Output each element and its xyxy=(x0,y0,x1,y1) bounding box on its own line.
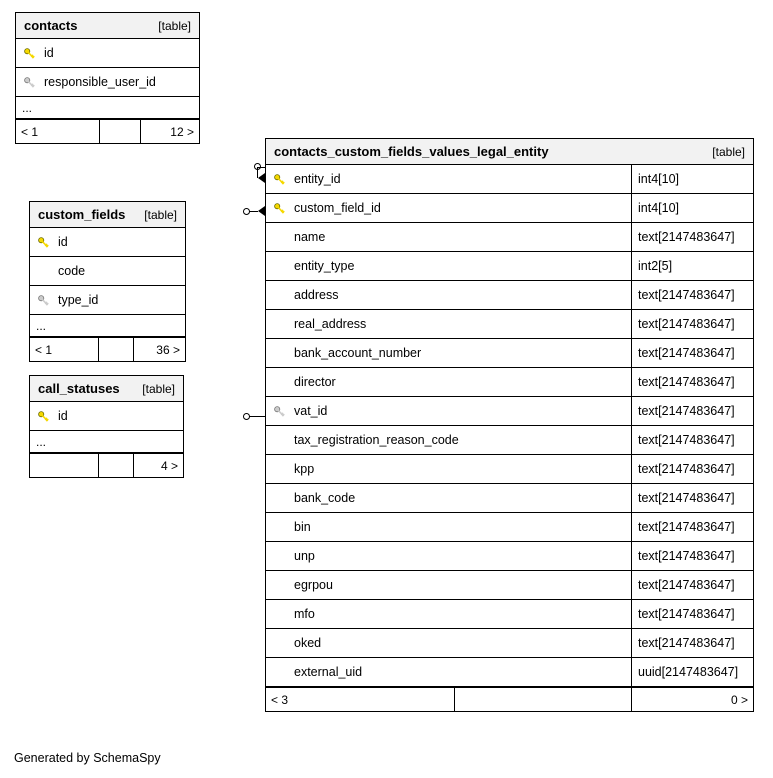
no-key-spacer xyxy=(266,310,292,338)
relationship-line xyxy=(249,416,265,417)
table-row xyxy=(266,339,753,368)
foreign-key-icon xyxy=(30,286,56,314)
column-name: responsible_user_id xyxy=(44,75,156,89)
footer-parent-count[interactable]: < 1 xyxy=(21,124,39,139)
table-header xyxy=(16,13,199,39)
table-row xyxy=(266,310,753,339)
column-type: text[2147483647] xyxy=(631,339,753,367)
no-key-spacer xyxy=(266,339,292,367)
table-row xyxy=(266,658,753,687)
truncated-rows-indicator: ... xyxy=(30,315,185,337)
generated-by-label: Generated by SchemaSpy xyxy=(14,751,161,765)
table-header xyxy=(30,376,183,402)
table-type-label: [table] xyxy=(142,381,175,396)
table-row xyxy=(266,542,753,571)
column-name: unp xyxy=(294,549,315,563)
column-type: text[2147483647] xyxy=(631,513,753,541)
column-type: text[2147483647] xyxy=(631,310,753,338)
truncated-rows-indicator: ... xyxy=(16,97,199,119)
table-row xyxy=(266,629,753,658)
table-contacts-custom-fields-values-legal-entity[interactable] xyxy=(265,138,754,712)
primary-key-icon xyxy=(30,228,56,256)
table-row xyxy=(266,571,753,600)
column-type: text[2147483647] xyxy=(631,223,753,251)
table-row xyxy=(266,165,753,194)
table-row xyxy=(266,600,753,629)
column-name: vat_id xyxy=(294,404,328,418)
column-type: text[2147483647] xyxy=(631,484,753,512)
no-key-spacer xyxy=(266,252,292,280)
table-row xyxy=(16,68,199,97)
column-name: custom_field_id xyxy=(294,201,381,215)
primary-key-icon xyxy=(266,194,292,222)
column-type: text[2147483647] xyxy=(631,426,753,454)
table-header xyxy=(266,139,753,165)
column-type: text[2147483647] xyxy=(631,600,753,628)
no-key-spacer xyxy=(266,281,292,309)
no-key-spacer xyxy=(266,426,292,454)
relationship-line xyxy=(249,211,258,212)
table-row xyxy=(266,252,753,281)
table-call-statuses[interactable] xyxy=(29,375,184,478)
column-name: director xyxy=(294,375,336,389)
no-key-spacer xyxy=(266,513,292,541)
no-key-spacer xyxy=(266,600,292,628)
table-custom-fields[interactable] xyxy=(29,201,186,362)
foreign-key-icon xyxy=(16,68,42,96)
column-type: text[2147483647] xyxy=(631,397,753,425)
table-row xyxy=(266,397,753,426)
column-type: text[2147483647] xyxy=(631,542,753,570)
footer-middle xyxy=(454,688,632,711)
table-title: call_statuses xyxy=(38,381,120,396)
column-name: id xyxy=(58,409,68,423)
column-name: bank_account_number xyxy=(294,346,422,360)
truncated-rows-indicator: ... xyxy=(30,431,183,453)
column-type: int4[10] xyxy=(631,194,753,222)
footer-child-count[interactable]: 0 > xyxy=(730,692,748,707)
relationship-arrow xyxy=(258,173,265,183)
column-name: mfo xyxy=(294,607,315,621)
table-footer xyxy=(30,337,185,361)
no-key-spacer xyxy=(266,658,292,686)
column-type: text[2147483647] xyxy=(631,281,753,309)
column-name: bin xyxy=(294,520,311,534)
table-header xyxy=(30,202,185,228)
table-row xyxy=(266,484,753,513)
table-row xyxy=(266,513,753,542)
column-name: name xyxy=(294,230,326,244)
no-key-spacer xyxy=(266,455,292,483)
table-row xyxy=(30,257,185,286)
column-type: text[2147483647] xyxy=(631,368,753,396)
table-row xyxy=(266,426,753,455)
table-footer xyxy=(30,453,183,477)
relationship-line xyxy=(257,167,265,168)
column-name: entity_id xyxy=(294,172,341,186)
column-type: text[2147483647] xyxy=(631,571,753,599)
column-name: egrpou xyxy=(294,578,333,592)
table-row xyxy=(266,223,753,252)
column-type: int4[10] xyxy=(631,165,753,193)
no-key-spacer xyxy=(30,257,56,285)
table-row xyxy=(266,455,753,484)
column-type: int2[5] xyxy=(631,252,753,280)
table-row xyxy=(16,39,199,68)
table-title: contacts xyxy=(24,18,78,33)
column-name: id xyxy=(58,235,68,249)
column-type: uuid[2147483647] xyxy=(631,658,753,686)
column-name: entity_type xyxy=(294,259,355,273)
column-name: bank_code xyxy=(294,491,356,505)
column-name: tax_registration_reason_code xyxy=(294,433,459,447)
column-name: oked xyxy=(294,636,322,650)
table-title: custom_fields xyxy=(38,207,126,222)
table-row xyxy=(30,228,185,257)
column-type: text[2147483647] xyxy=(631,629,753,657)
primary-key-icon xyxy=(266,165,292,193)
table-footer xyxy=(16,119,199,143)
no-key-spacer xyxy=(266,223,292,251)
footer-child-count[interactable]: 4 > xyxy=(160,458,178,473)
no-key-spacer xyxy=(266,571,292,599)
foreign-key-icon xyxy=(266,397,292,425)
table-row xyxy=(266,281,753,310)
primary-key-icon xyxy=(30,402,56,430)
column-name: address xyxy=(294,288,339,302)
column-name: code xyxy=(58,264,86,278)
footer-middle xyxy=(98,454,134,477)
no-key-spacer xyxy=(266,629,292,657)
footer-parent-count[interactable] xyxy=(30,454,98,477)
footer-child-count[interactable]: 36 > xyxy=(156,342,180,357)
relationship-arrow xyxy=(258,206,265,216)
table-row xyxy=(30,402,183,431)
no-key-spacer xyxy=(266,484,292,512)
column-name: external_uid xyxy=(294,665,363,679)
footer-middle xyxy=(99,120,141,143)
footer-parent-count[interactable]: < 3 xyxy=(271,692,289,707)
column-name: id xyxy=(44,46,54,60)
footer-middle xyxy=(98,338,134,361)
column-name: real_address xyxy=(294,317,367,331)
footer-child-count[interactable]: 12 > xyxy=(170,124,194,139)
column-name: type_id xyxy=(58,293,99,307)
table-contacts[interactable] xyxy=(15,12,200,144)
column-type: text[2147483647] xyxy=(631,455,753,483)
footer-parent-count[interactable]: < 1 xyxy=(35,342,53,357)
column-name: kpp xyxy=(294,462,315,476)
table-type-label: [table] xyxy=(144,207,177,222)
table-row xyxy=(266,194,753,223)
table-type-label: [table] xyxy=(158,18,191,33)
table-row xyxy=(30,286,185,315)
no-key-spacer xyxy=(266,368,292,396)
no-key-spacer xyxy=(266,542,292,570)
table-title: contacts_custom_fields_values_legal_entity xyxy=(274,144,549,159)
table-row xyxy=(266,368,753,397)
table-footer xyxy=(266,687,753,711)
table-type-label: [table] xyxy=(712,144,745,159)
primary-key-icon xyxy=(16,39,42,67)
